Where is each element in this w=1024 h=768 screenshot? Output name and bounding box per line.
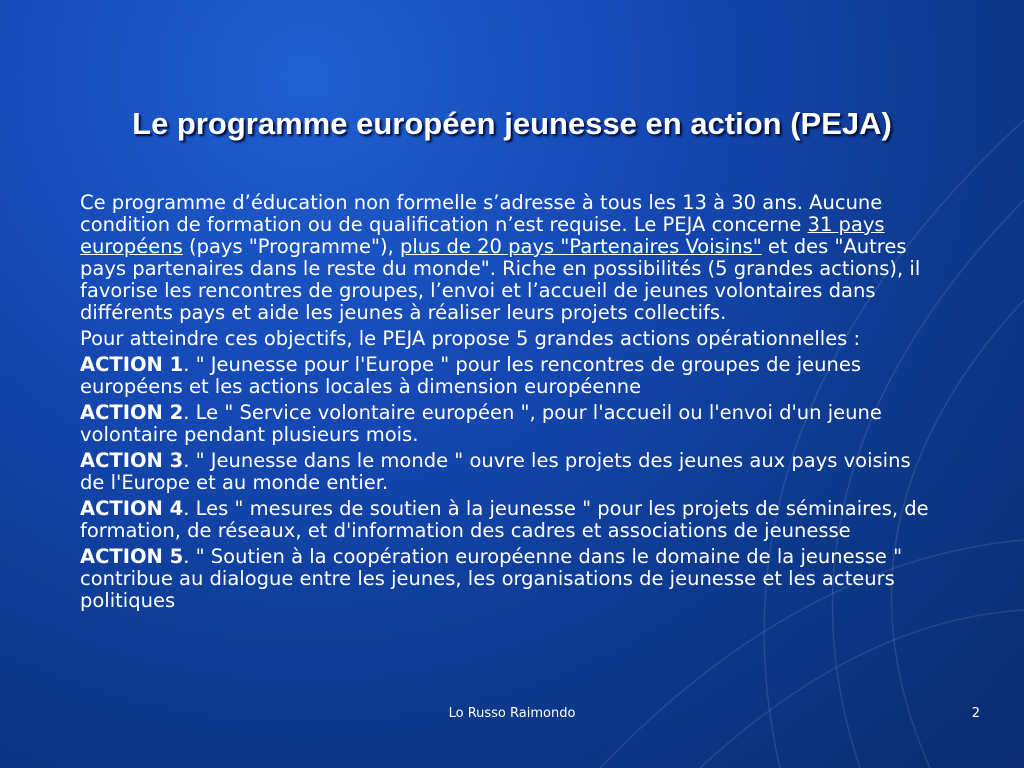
action-1-paragraph (80, 354, 940, 398)
action-1-label: ACTION 1 (80, 353, 184, 376)
action-4-paragraph (80, 498, 940, 542)
action-2-paragraph (80, 402, 940, 446)
action-1-text: . " Jeunesse pour l'Europe " pour les rencontres de groupes de jeunes européens et les actions locales à dimension européenne (80, 353, 861, 398)
action-5-paragraph (80, 546, 940, 612)
intro-text-1: Ce programme d’éducation non formelle s’adresse à tous les 13 à 30 ans. Aucune condition de formation ou de qualification n’est requise. Le PEJA concerne (80, 191, 883, 236)
action-5-text: . " Soutien à la coopération européenne dans le domaine de la jeunesse " contribue au dialogue entre les jeunes, les organisations de jeunesse et les acteurs politiques (80, 545, 903, 612)
action-4-label: ACTION 4 (80, 497, 184, 520)
slide-body (80, 192, 940, 616)
slide-title: Le programme européen jeunesse en action (PEJA) (132, 106, 892, 141)
action-2-text: . Le " Service volontaire européen ", pour l'accueil ou l'envoi d'un jeune volontaire pendant plusieurs mois. (80, 401, 882, 446)
action-4-text: . Les " mesures de soutien à la jeunesse " pour les projets de séminaires, de formation, de réseaux, et d'information des cadres et associations de jeunesse (80, 497, 929, 542)
intro-text-3: et des "Autres pays partenaires dans le reste du monde". Riche en possibilités (5 grandes actions), il favorise les rencontres de groupes, l’envoi et l’accueil de jeunes volontaires dans différents pays et aide les jeunes à réaliser leurs projets collectifs. (80, 235, 921, 324)
action-3-paragraph (80, 450, 940, 494)
link-partenaires-voisins[interactable]: plus de 20 pays "Partenaires Voisins" (400, 235, 762, 258)
intro-text-2: (pays "Programme"), (182, 235, 401, 258)
action-3-text: . " Jeunesse dans le monde " ouvre les projets des jeunes aux pays voisins de l'Europe et au monde entier. (80, 449, 911, 494)
intro-paragraph (80, 192, 940, 324)
action-3-label: ACTION 3 (80, 449, 184, 472)
link-31-pays-europeens[interactable]: 31 pays européens (80, 213, 885, 258)
action-5-label: ACTION 5 (80, 545, 184, 568)
objectives-paragraph: Pour atteindre ces objectifs, le PEJA propose 5 grandes actions opérationnelles : (80, 327, 861, 350)
footer-author: Lo Russo Raimondo (448, 706, 576, 721)
action-2-label: ACTION 2 (80, 401, 184, 424)
page-number: 2 (971, 706, 980, 721)
